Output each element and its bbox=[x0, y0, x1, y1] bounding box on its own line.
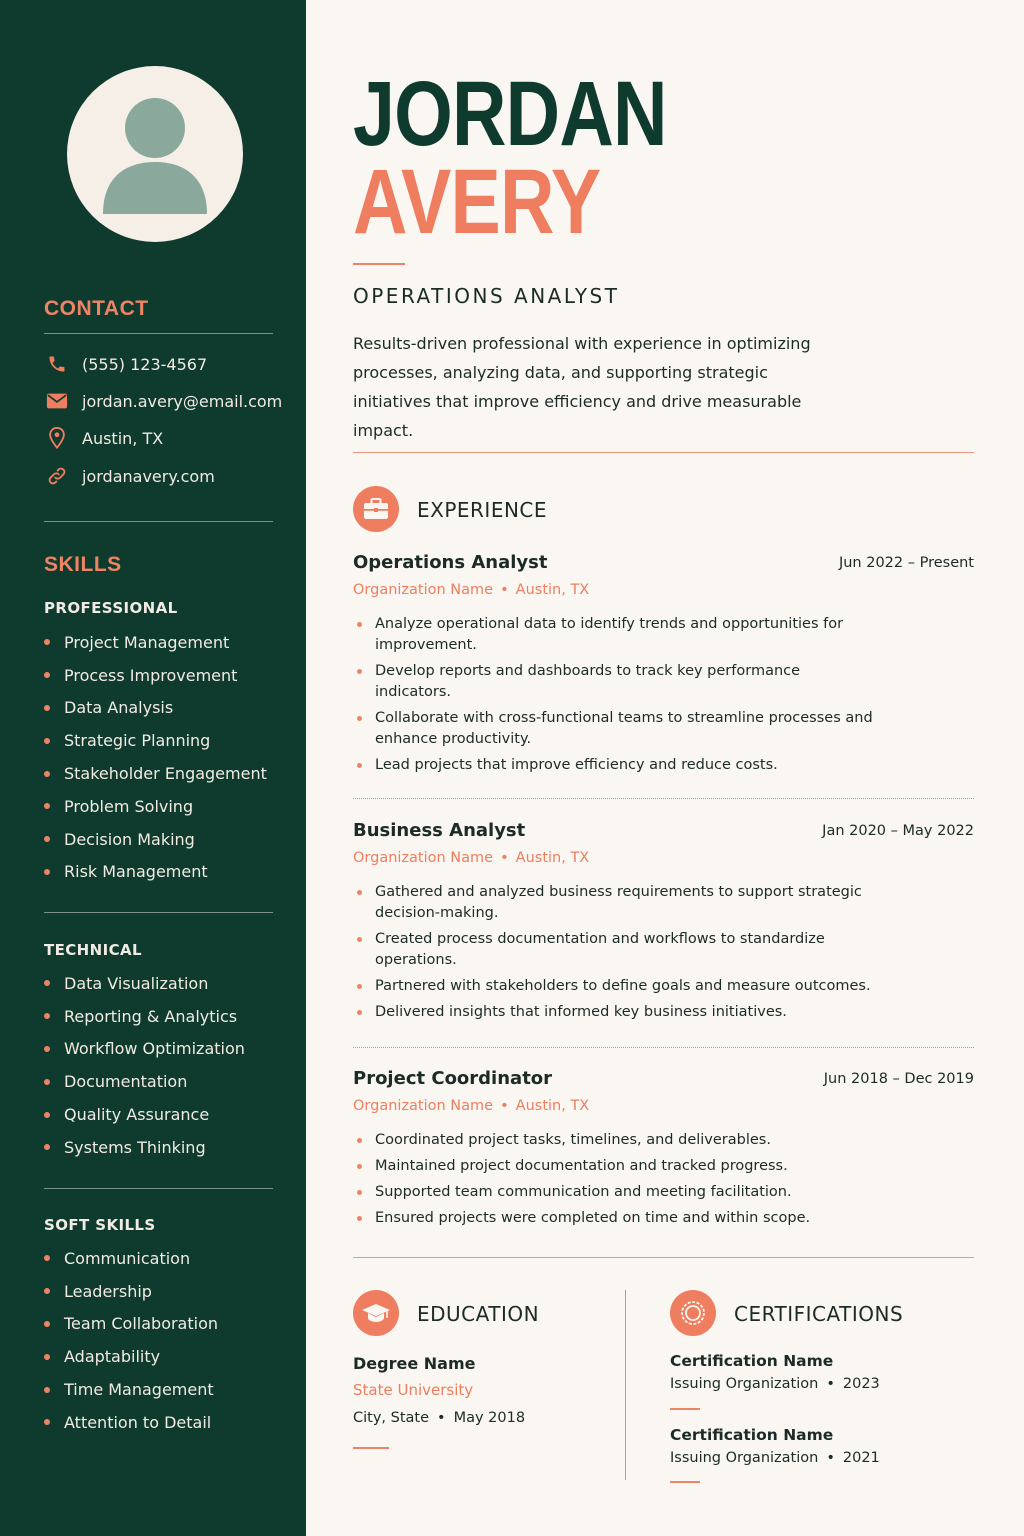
divider bbox=[353, 1047, 974, 1048]
divider bbox=[44, 912, 273, 913]
contact-email[interactable] bbox=[44, 388, 282, 414]
job-org: Organization Name • Austin, TX bbox=[353, 850, 590, 866]
skill-item: Data Visualization bbox=[44, 967, 245, 1000]
education-location-date: City, State • May 2018 bbox=[353, 1410, 526, 1426]
divider bbox=[353, 798, 974, 799]
sidebar bbox=[0, 0, 306, 1536]
certification-issuer: Issuing Organization • 2023 bbox=[670, 1376, 880, 1392]
skill-item: Documentation bbox=[44, 1065, 245, 1098]
column-divider bbox=[625, 1290, 626, 1480]
list-item: Partnered with stakeholders to define goals and measure outcomes. bbox=[353, 976, 893, 997]
contact-phone[interactable] bbox=[44, 351, 207, 377]
skill-item: Data Analysis bbox=[44, 692, 267, 725]
job-title: OPERATIONS ANALYST bbox=[353, 284, 620, 308]
education-heading: EDUCATION bbox=[417, 1302, 540, 1326]
summary: Results-driven professional with experience in optimizing processes, analyzing data, and supporting strategic initiatives that improve efficiency and drive measurable impact. bbox=[353, 334, 811, 440]
job-org: Organization Name • Austin, TX bbox=[353, 1098, 590, 1114]
skills-heading: SKILLS bbox=[44, 553, 122, 576]
certifications-heading: CERTIFICATIONS bbox=[734, 1302, 904, 1326]
divider bbox=[353, 1257, 974, 1258]
contact-heading: CONTACT bbox=[44, 297, 149, 320]
last-name: AVERY bbox=[353, 151, 601, 253]
skill-item: Quality Assurance bbox=[44, 1098, 245, 1131]
accent-rule bbox=[353, 1447, 389, 1449]
list-item: Analyze operational data to identify trends and opportunities for improvement. bbox=[353, 614, 873, 656]
list-item: Coordinated project tasks, timelines, and deliverables. bbox=[353, 1130, 873, 1151]
graduation-cap-icon bbox=[353, 1290, 399, 1336]
skill-item: Strategic Planning bbox=[44, 724, 267, 757]
divider bbox=[44, 521, 273, 522]
briefcase-icon bbox=[353, 486, 399, 532]
school-name: State University bbox=[353, 1381, 474, 1399]
divider bbox=[44, 333, 273, 334]
skill-item: Stakeholder Engagement bbox=[44, 757, 267, 790]
skill-item: Workflow Optimization bbox=[44, 1033, 245, 1066]
job-bullets bbox=[353, 1130, 873, 1234]
location-text: Austin, TX bbox=[82, 428, 164, 448]
degree-name: Degree Name bbox=[353, 1354, 476, 1373]
job-bullets bbox=[353, 882, 893, 1028]
professional-skills-list bbox=[44, 626, 267, 888]
job-role: Business Analyst bbox=[353, 820, 526, 841]
job-dates: Jun 2018 – Dec 2019 bbox=[823, 1071, 974, 1087]
contact-location bbox=[44, 425, 163, 451]
job-org: Organization Name • Austin, TX bbox=[353, 582, 590, 598]
experience-item bbox=[353, 820, 974, 1030]
divider bbox=[44, 1188, 273, 1189]
soft-skills-heading: SOFT SKILLS bbox=[44, 1216, 156, 1234]
contact-website[interactable] bbox=[44, 463, 215, 489]
phone-icon bbox=[44, 351, 70, 377]
list-item: Ensured projects were completed on time and within scope. bbox=[353, 1208, 873, 1229]
list-item: Collaborate with cross-functional teams to streamline processes and enhance productivity. bbox=[353, 708, 873, 750]
email-text: jordan.avery@email.com bbox=[82, 391, 283, 411]
accent-rule bbox=[353, 263, 405, 265]
accent-rule bbox=[670, 1408, 700, 1410]
job-bullets bbox=[353, 614, 873, 781]
location-icon bbox=[44, 425, 70, 451]
skill-item: Problem Solving bbox=[44, 790, 267, 823]
skill-item: Process Improvement bbox=[44, 659, 267, 692]
experience-item bbox=[353, 552, 974, 782]
list-item: Develop reports and dashboards to track key performance indicators. bbox=[353, 661, 873, 703]
list-item: Gathered and analyzed business requirements to support strategic decision-making. bbox=[353, 882, 893, 924]
skill-item: Communication bbox=[44, 1242, 218, 1275]
email-icon bbox=[44, 388, 70, 414]
certification-name: Certification Name bbox=[670, 1352, 834, 1370]
technical-skills-list bbox=[44, 967, 245, 1164]
technical-skills-heading: TECHNICAL bbox=[44, 941, 142, 959]
link-icon bbox=[44, 463, 70, 489]
skill-item: Time Management bbox=[44, 1373, 218, 1406]
skill-item: Attention to Detail bbox=[44, 1406, 218, 1439]
soft-skills-list bbox=[44, 1242, 218, 1439]
avatar-placeholder bbox=[67, 66, 243, 242]
skill-item: Leadership bbox=[44, 1275, 218, 1308]
list-item: Maintained project documentation and tracked progress. bbox=[353, 1156, 873, 1177]
list-item: Lead projects that improve efficiency and reduce costs. bbox=[353, 755, 873, 776]
divider bbox=[353, 452, 974, 453]
skill-item: Decision Making bbox=[44, 823, 267, 856]
experience-heading: EXPERIENCE bbox=[417, 498, 548, 522]
person-icon bbox=[67, 66, 243, 242]
certification-issuer: Issuing Organization • 2021 bbox=[670, 1450, 880, 1466]
list-item: Supported team communication and meeting facilitation. bbox=[353, 1182, 873, 1203]
website-text: jordanavery.com bbox=[82, 466, 215, 486]
job-dates: Jan 2020 – May 2022 bbox=[822, 823, 974, 839]
skill-item: Project Management bbox=[44, 626, 267, 659]
accent-rule bbox=[670, 1481, 700, 1483]
skill-item: Team Collaboration bbox=[44, 1308, 218, 1341]
first-name: JORDAN bbox=[353, 63, 667, 165]
list-item: Delivered insights that informed key business initiatives. bbox=[353, 1002, 893, 1023]
job-role: Project Coordinator bbox=[353, 1068, 553, 1089]
professional-skills-heading: PROFESSIONAL bbox=[44, 599, 178, 617]
phone-text: (555) 123-4567 bbox=[82, 354, 208, 374]
skill-item: Risk Management bbox=[44, 856, 267, 889]
skill-item: Adaptability bbox=[44, 1340, 218, 1373]
skill-item: Systems Thinking bbox=[44, 1131, 245, 1164]
job-dates: Jun 2022 – Present bbox=[838, 555, 974, 571]
skill-item: Reporting & Analytics bbox=[44, 1000, 245, 1033]
list-item: Created process documentation and workflows to standardize operations. bbox=[353, 929, 893, 971]
job-role: Operations Analyst bbox=[353, 552, 548, 573]
experience-item bbox=[353, 1068, 974, 1238]
certificate-badge-icon bbox=[670, 1290, 716, 1336]
certification-name: Certification Name bbox=[670, 1426, 834, 1444]
